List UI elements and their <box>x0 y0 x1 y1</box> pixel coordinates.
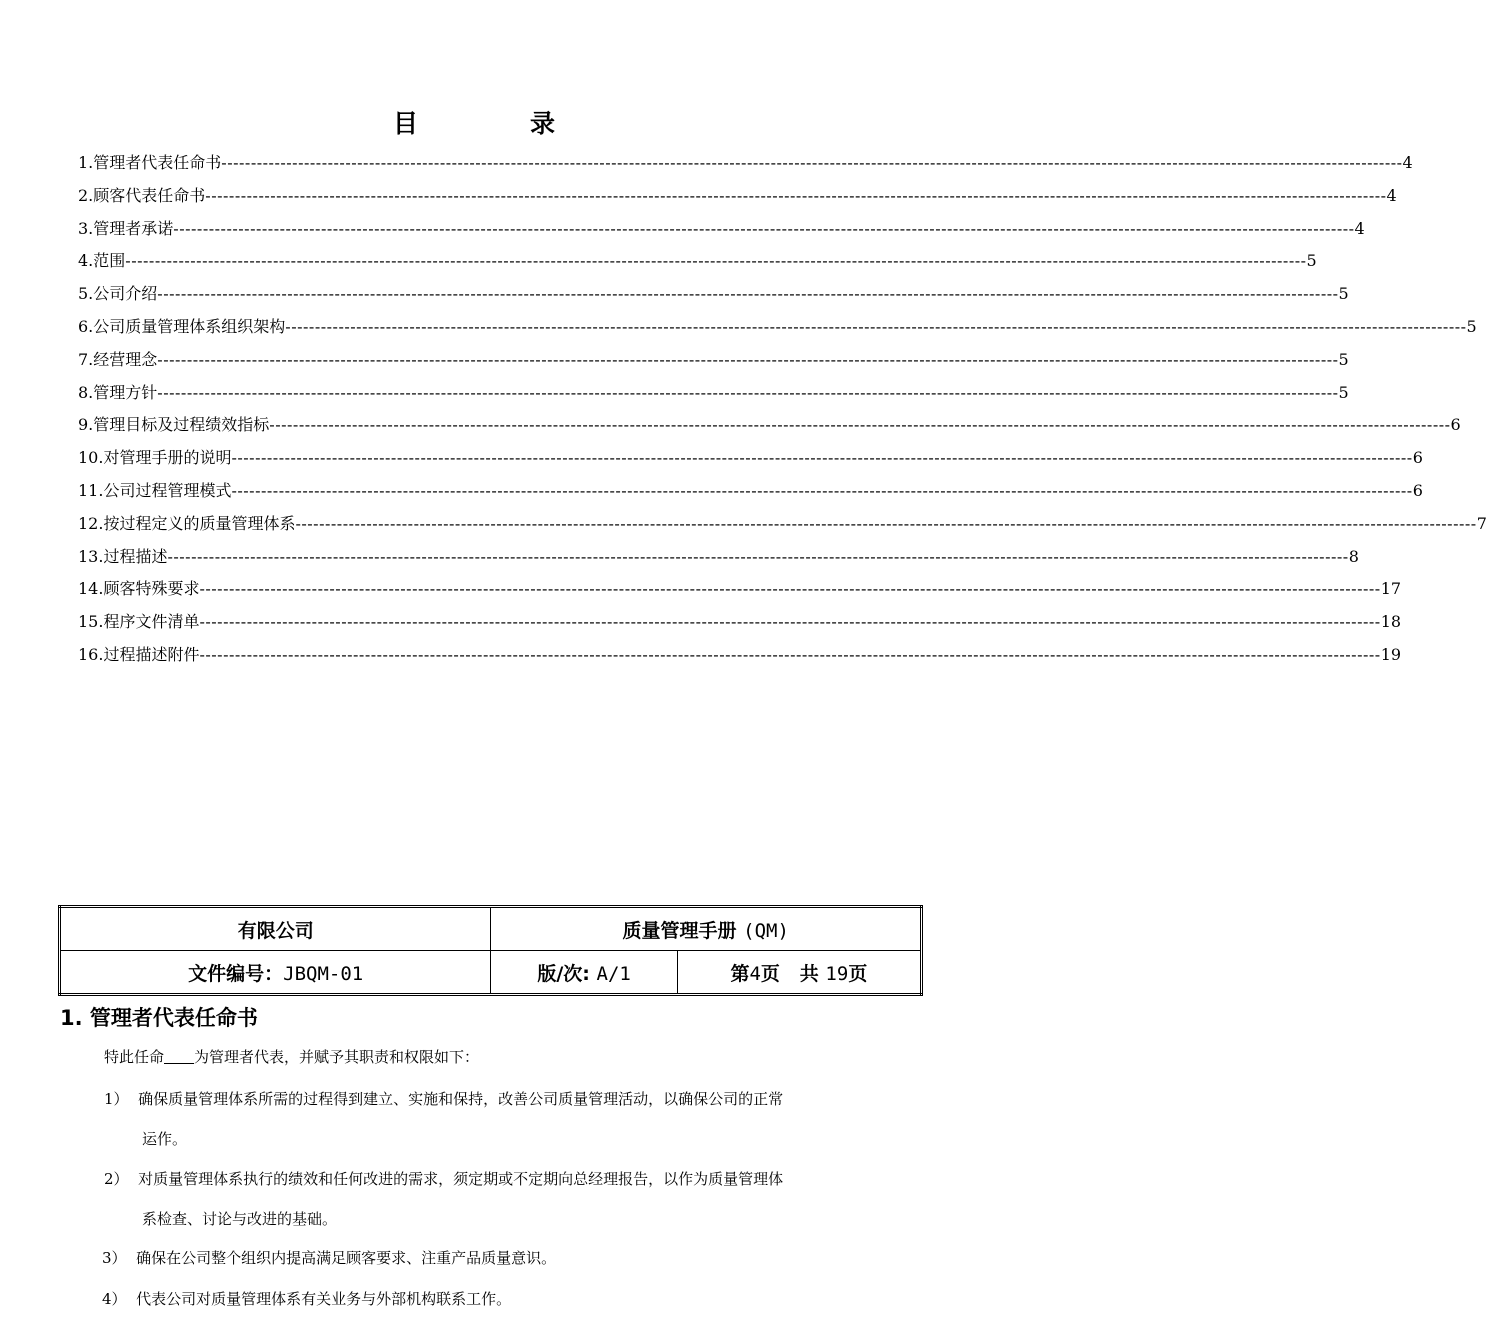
toc-item-page: 6 <box>1412 448 1423 468</box>
toc-item <box>78 380 1349 413</box>
toc-item-label: 5.公司介绍 <box>78 284 158 304</box>
toc-item-page: 17 <box>1380 579 1402 599</box>
toc-item-page: 5 <box>1338 349 1349 369</box>
toc-leader: -------------------------------------------------------------------------------------------------------------------------------------------------------------------------------------------------------- <box>205 185 1387 205</box>
toc-item <box>78 314 1477 347</box>
toc-list <box>78 150 1487 675</box>
toc-item-label: 3.管理者承诺 <box>78 218 174 238</box>
toc-item-page: 5 <box>1306 251 1317 271</box>
document-number: 文件编号：JBQM-01 <box>60 951 491 995</box>
toc-leader: -------------------------------------------------------------------------------------------------------------------------------------------------------------------------------------------------------- <box>269 415 1451 435</box>
toc-item-page: 4 <box>1402 153 1413 172</box>
toc-item-page: 7 <box>1476 513 1487 533</box>
duty-item-2: 2） 对质量管理体系执行的绩效和任何改进的需求，须定期或不定期向总经理报告，以作为质量管理体 <box>104 1170 784 1188</box>
toc-title <box>0 104 950 144</box>
toc-item-label: 16.过程描述附件 <box>78 644 200 664</box>
toc-item-page: 6 <box>1412 480 1423 500</box>
toc-item <box>78 150 1413 183</box>
toc-leader: -------------------------------------------------------------------------------------------------------------------------------------------------------------------------------------------------------- <box>199 644 1381 664</box>
toc-leader: -------------------------------------------------------------------------------------------------------------------------------------------------------------------------------------------------------- <box>157 284 1339 304</box>
toc-item-page: 8 <box>1348 546 1359 566</box>
toc-item-page: 19 <box>1380 644 1402 664</box>
toc-leader: -------------------------------------------------------------------------------------------------------------------------------------------------------------------------------------------------------- <box>199 612 1381 632</box>
toc-leader: -------------------------------------------------------------------------------------------------------------------------------------------------------------------------------------------------------- <box>173 218 1355 238</box>
toc-item-page: 18 <box>1380 612 1402 632</box>
toc-item-page: 4 <box>1386 185 1397 205</box>
toc-item-page: 4 <box>1354 218 1365 238</box>
toc-item-label: 9.管理目标及过程绩效指标 <box>78 415 270 435</box>
toc-item-page: 6 <box>1450 415 1461 435</box>
toc-item <box>78 216 1365 249</box>
toc-item <box>78 576 1402 609</box>
page-info: 第4页 共 19页 <box>677 951 921 995</box>
toc-item <box>78 511 1487 544</box>
duty-item-4: 4） 代表公司对质量管理体系有关业务与外部机构联系工作。 <box>102 1290 512 1308</box>
toc-item-label: 10.对管理手册的说明 <box>78 448 232 468</box>
appointee-blank <box>164 1047 194 1064</box>
toc-item <box>78 347 1349 380</box>
toc-item <box>78 609 1402 642</box>
manual-title: 质量管理手册 (QM) <box>491 907 922 951</box>
duty-item-1: 1） 确保质量管理体系所需的过程得到建立、实施和保持，改善公司质量管理活动，以确保公司的正常 <box>104 1090 784 1108</box>
toc-item <box>78 642 1402 675</box>
toc-leader: -------------------------------------------------------------------------------------------------------------------------------------------------------------------------------------------------------- <box>231 448 1413 468</box>
toc-item-page: 5 <box>1466 316 1477 336</box>
duty-item-2-cont: 系检查、讨论与改进的基础。 <box>142 1210 338 1228</box>
toc-leader: -------------------------------------------------------------------------------------------------------------------------------------------------------------------------------------------------------- <box>125 251 1307 271</box>
section-intro: 特此任命 为管理者代表，并赋予其职责和权限如下： <box>104 1048 480 1066</box>
toc-item <box>78 248 1317 281</box>
toc-item-label: 1.管理者代表任命书 <box>78 153 222 172</box>
toc-leader: -------------------------------------------------------------------------------------------------------------------------------------------------------------------------------------------------------- <box>231 480 1413 500</box>
document-header-table <box>58 905 923 996</box>
toc-leader: -------------------------------------------------------------------------------------------------------------------------------------------------------------------------------------------------------- <box>199 579 1381 599</box>
toc-item <box>78 478 1423 511</box>
toc-item-label: 15.程序文件清单 <box>78 612 200 632</box>
duty-item-1-cont: 运作。 <box>142 1130 188 1148</box>
toc-item-page: 5 <box>1338 284 1349 304</box>
toc-title-char-2: 录 <box>530 109 558 138</box>
toc-item-label: 12.按过程定义的质量管理体系 <box>78 513 296 533</box>
toc-leader: -------------------------------------------------------------------------------------------------------------------------------------------------------------------------------------------------------- <box>157 349 1339 369</box>
company-name: 有限公司 <box>60 907 491 951</box>
toc-item-label: 14.顾客特殊要求 <box>78 579 200 599</box>
duty-item-3: 3） 确保在公司整个组织内提高满足顾客要求、注重产品质量意识。 <box>102 1249 557 1267</box>
toc-item-label: 2.顾客代表任命书 <box>78 185 206 205</box>
toc-item <box>78 544 1359 577</box>
toc-leader: -------------------------------------------------------------------------------------------------------------------------------------------------------------------------------------------------------- <box>285 316 1467 336</box>
toc-item-label: 6.公司质量管理体系组织架构 <box>78 316 286 336</box>
toc-leader: -------------------------------------------------------------------------------------------------------------------------------------------------------------------------------------------------------- <box>221 153 1403 172</box>
toc-item-label: 8.管理方针 <box>78 382 158 402</box>
toc-item-label: 4.范围 <box>78 251 126 271</box>
toc-item <box>78 281 1349 314</box>
toc-item-page: 5 <box>1338 382 1349 402</box>
section-title: 1. 管理者代表任命书 <box>60 1006 258 1030</box>
toc-leader: -------------------------------------------------------------------------------------------------------------------------------------------------------------------------------------------------------- <box>157 382 1339 402</box>
toc-item <box>78 445 1423 478</box>
version: 版/次: A/1 <box>491 951 677 995</box>
toc-item-label: 13.过程描述 <box>78 546 168 566</box>
toc-title-char-1: 目 <box>392 109 420 138</box>
toc-item <box>78 412 1461 445</box>
toc-item <box>78 183 1397 216</box>
toc-leader: -------------------------------------------------------------------------------------------------------------------------------------------------------------------------------------------------------- <box>167 546 1349 566</box>
toc-item-label: 7.经营理念 <box>78 349 158 369</box>
toc-item-label: 11.公司过程管理模式 <box>78 480 232 500</box>
toc-leader: -------------------------------------------------------------------------------------------------------------------------------------------------------------------------------------------------------- <box>295 513 1477 533</box>
